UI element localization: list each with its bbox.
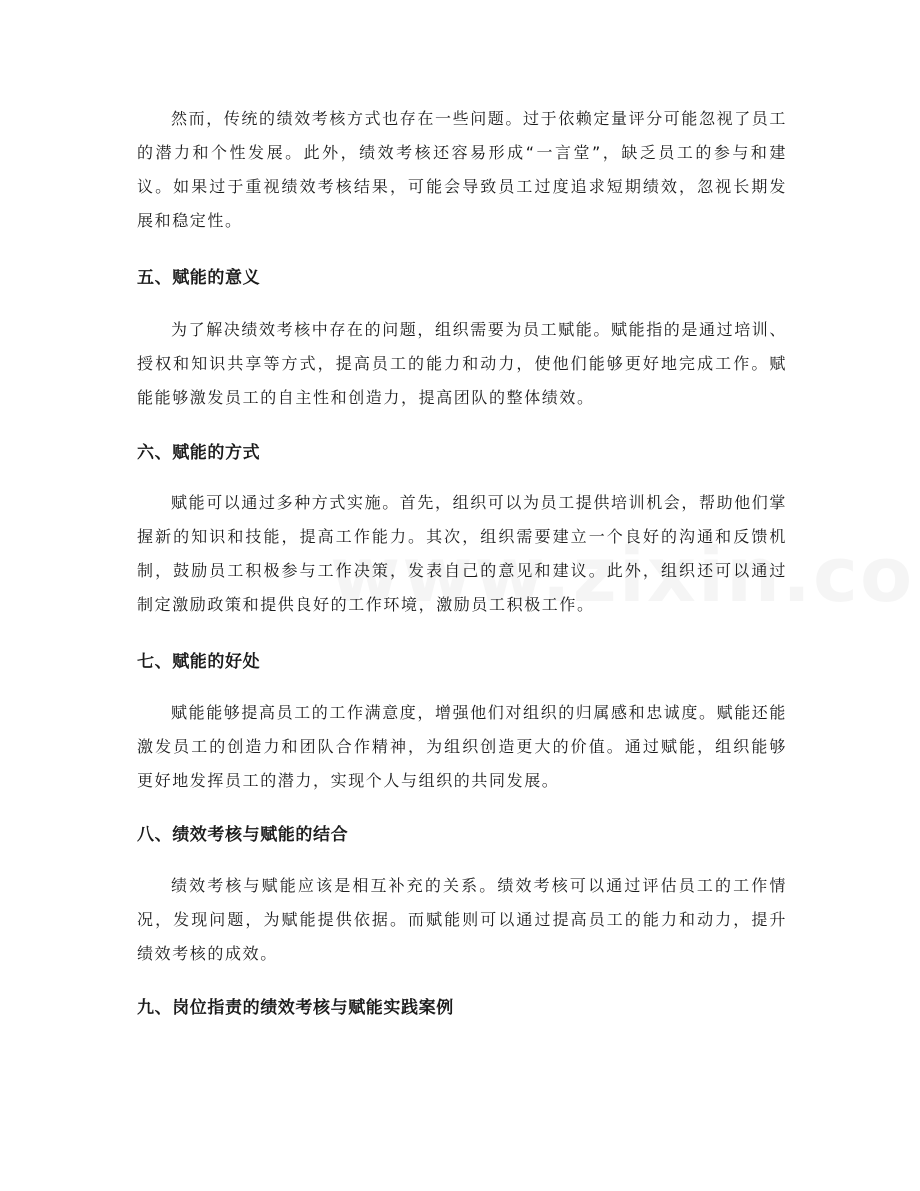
paragraph-empowerment-benefits: 赋能能够提高员工的工作满意度，增强他们对组织的归属感和忠诚度。赋能还能激发员工的创造力和团队合作精神，为组织创造更大的价值。通过赋能，组织能够更好地发挥员工的潜力，实现个人与组织的共同发展。 bbox=[137, 703, 788, 790]
heading-empowerment-methods: 六、赋能的方式 bbox=[137, 443, 261, 463]
heading-practice-case: 九、岗位指责的绩效考核与赋能实践案例 bbox=[137, 998, 454, 1018]
heading-combination: 八、绩效考核与赋能的结合 bbox=[137, 825, 349, 845]
paragraph-empowerment-meaning: 为了解决绩效考核中存在的问题，组织需要为员工赋能。赋能指的是通过培训、授权和知识共享等方式，提高员工的能力和动力，使他们能够更好地完成工作。赋能能够激发员工的自主性和创造力，提高团队的整体绩效。 bbox=[137, 320, 788, 407]
paragraph-empowerment-methods: 赋能可以通过多种方式实施。首先，组织可以为员工提供培训机会，帮助他们掌握新的知识和技能，提高工作能力。其次，组织需要建立一个良好的沟通和反馈机制，鼓励员工积极参与工作决策，发表自己的意见和建议。此外，组织还可以通过制定激励政策和提供良好的工作环境，激励员工积极工作。 bbox=[137, 493, 788, 614]
paragraph-performance-problems: 然而，传统的绩效考核方式也存在一些问题。过于依赖定量评分可能忽视了员工的潜力和个性发展。此外，绩效考核还容易形成“一言堂”，缺乏员工的参与和建议。如果过于重视绩效考核结果，可能会导致员工过度追求短期绩效，忽视长期发展和稳定性。 bbox=[137, 109, 788, 230]
paragraph-combination: 绩效考核与赋能应该是相互补充的关系。绩效考核可以通过评估员工的工作情况，发现问题，为赋能提供依据。而赋能则可以通过提高员工的能力和动力，提升绩效考核的成效。 bbox=[137, 876, 787, 963]
heading-empowerment-benefits: 七、赋能的好处 bbox=[137, 652, 261, 672]
heading-empowerment-meaning: 五、赋能的意义 bbox=[137, 268, 261, 288]
